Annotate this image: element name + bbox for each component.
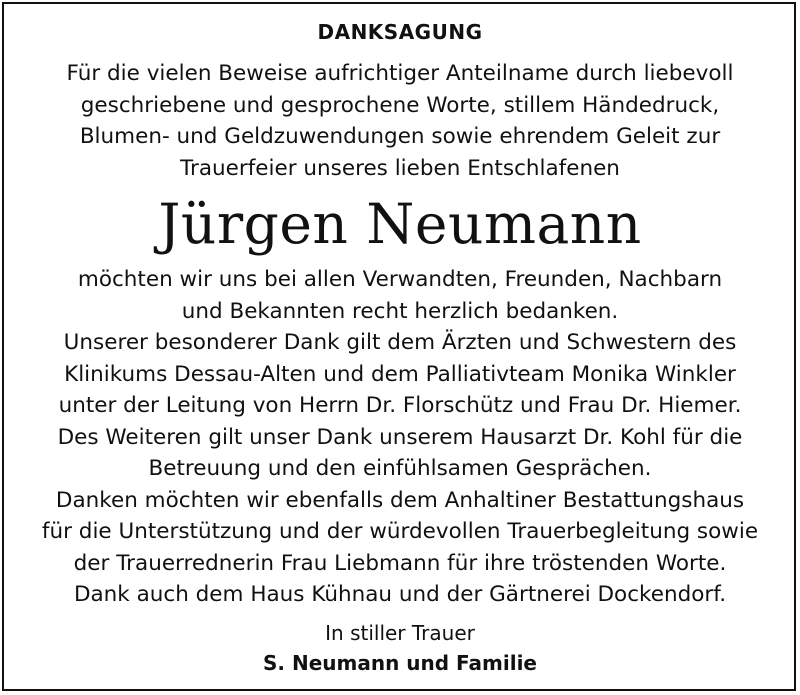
- intro-line: Für die vielen Beweise aufrichtiger Anteilname durch liebevoll: [66, 61, 734, 86]
- intro-line: Trauerfeier unseres lieben Entschlafenen: [180, 155, 620, 181]
- body-line: Des Weiteren gilt unser Dank unserem Hausarzt Dr. Kohl für die: [57, 424, 743, 450]
- intro-line: Blumen- und Geldzuwendungen sowie ehrendem Geleit zur: [79, 124, 721, 149]
- body-line: der Trauerrednerin Frau Liebmann für ihre tröstenden Worte.: [73, 550, 727, 576]
- intro-line: geschriebene und gesprochene Worte, stillem Händedruck,: [80, 92, 720, 118]
- body-line: Danken möchten wir ebenfalls dem Anhaltiner Bestattungshaus: [55, 487, 745, 513]
- closing-phrase: In stiller Trauer: [325, 621, 475, 645]
- deceased-name: Jürgen Neumann: [158, 192, 642, 256]
- signature: S. Neumann und Familie: [263, 651, 537, 675]
- body-line: und Bekannten recht herzlich bedanken.: [181, 298, 619, 324]
- notice-heading: DANKSAGUNG: [317, 20, 483, 44]
- body-line: unter der Leitung von Herrn Dr. Florschütz und Frau Dr. Hiemer.: [58, 393, 742, 418]
- body-line: Klinikums Dessau-Alten und dem Palliativteam Monika Winkler: [64, 361, 736, 387]
- body-line: Dank auch dem Haus Kühnau und der Gärtnerei Dockendorf.: [73, 582, 727, 607]
- intro-text: [4, 58, 796, 184]
- body-line: Unserer besonderer Dank gilt dem Ärzten und Schwestern des: [63, 330, 737, 355]
- body-line: für die Unterstützung und der würdevollen Trauerbegleitung sowie: [41, 519, 759, 544]
- body-line: Betreuung und den einfühlsamen Gesprächen.: [148, 456, 652, 481]
- body-text: [4, 264, 796, 611]
- body-line: möchten wir uns bei allen Verwandten, Freunden, Nachbarn: [77, 267, 723, 292]
